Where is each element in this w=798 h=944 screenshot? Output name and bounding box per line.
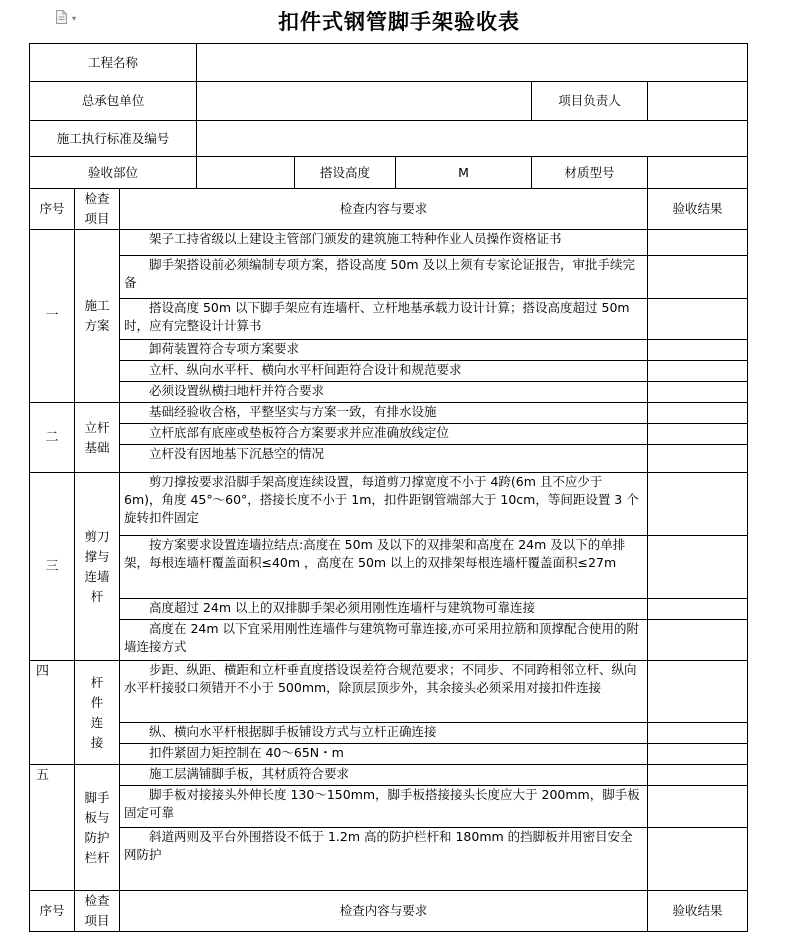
result-cell[interactable] <box>648 361 748 382</box>
section-index: 五 <box>30 765 75 891</box>
standard-label: 施工执行标准及编号 <box>30 121 197 157</box>
project-name-field[interactable] <box>197 44 748 82</box>
check-item <box>120 473 648 536</box>
check-item-text: 立杆没有因地基下沉悬空的情况 <box>149 446 325 461</box>
result-cell[interactable] <box>648 661 748 723</box>
check-item-text: 搭设高度 50m 以下脚手架应有连墙杆、立杆地基承载力设计计算；搭设高度超过 50m 时，应有完整设计计算书 <box>124 300 630 333</box>
col-content-header: 检查内容与要求 <box>120 891 648 932</box>
material-field[interactable] <box>648 157 748 189</box>
result-cell[interactable] <box>648 765 748 786</box>
check-item <box>120 340 648 361</box>
check-item-text: 高度超过 24m 以上的双排脚手架必须用刚性连墙杆与建筑物可靠连接 <box>149 600 536 615</box>
check-item <box>120 230 648 256</box>
check-item-text: 脚手架搭设前必须编制专项方案，搭设高度 50m 及以上须有专家论证报告，审批手续完备 <box>124 257 636 290</box>
result-cell[interactable] <box>648 256 748 299</box>
project-lead-field[interactable] <box>648 82 748 121</box>
height-label: 搭设高度 <box>295 157 396 189</box>
section-category-text: 立杆基础 <box>84 419 110 455</box>
acceptance-table <box>29 43 748 932</box>
check-item <box>120 299 648 340</box>
check-item-text: 按方案要求设置连墙拉结点:高度在 50m 及以下的双排架和高度在 24m 及以下的单排架，每根连墙杆覆盖面积≤40m ，高度在 50m 以上的双排架每根连墙杆覆盖面积≤27m <box>124 537 626 570</box>
check-item <box>120 403 648 424</box>
standard-field[interactable] <box>197 121 748 157</box>
check-item-text: 纵、横向水平杆根据脚手板铺设方式与立杆正确连接 <box>149 724 437 739</box>
result-cell[interactable] <box>648 786 748 828</box>
section-category-text: 施工方案 <box>84 298 110 333</box>
check-item <box>120 661 648 723</box>
section-category <box>75 403 120 473</box>
check-item <box>120 536 648 599</box>
result-cell[interactable] <box>648 620 748 661</box>
check-item-text: 斜道两则及平台外围搭设不低于 1.2m 高的防护栏杆和 180mm 的挡脚板并用密目安全网防护 <box>124 829 633 862</box>
check-item-text: 扣件紧固力矩控制在 40～65N・m <box>149 745 344 760</box>
check-item <box>120 256 648 299</box>
col-index-header: 序号 <box>30 189 75 230</box>
section-category-text: 脚手板与防护栏杆 <box>84 789 110 865</box>
check-item <box>120 620 648 661</box>
check-item <box>120 445 648 473</box>
col-check-item-header <box>75 189 120 230</box>
result-cell[interactable] <box>648 424 748 445</box>
col-check-item-text: 检查项目 <box>84 893 110 928</box>
acceptance-part-label: 验收部位 <box>30 157 197 189</box>
check-item-text: 脚手板对接接头外伸长度 130～150mm，脚手板搭接接头长度应大于 200mm，脚手板固定可靠 <box>124 787 640 820</box>
result-cell[interactable] <box>648 723 748 744</box>
col-result-header: 验收结果 <box>648 891 748 932</box>
result-cell[interactable] <box>648 445 748 473</box>
result-cell[interactable] <box>648 230 748 256</box>
section-index: 三 <box>30 473 75 661</box>
col-index-header: 序号 <box>30 891 75 932</box>
result-cell[interactable] <box>648 473 748 536</box>
col-check-item-header <box>75 891 120 932</box>
project-name-label: 工程名称 <box>30 44 197 82</box>
contractor-label: 总承包单位 <box>30 82 197 121</box>
result-cell[interactable] <box>648 828 748 891</box>
dropdown-caret-icon[interactable]: ▾ <box>72 14 77 23</box>
check-item <box>120 361 648 382</box>
acceptance-part-field[interactable] <box>197 157 295 189</box>
check-item <box>120 744 648 765</box>
result-cell[interactable] <box>648 536 748 599</box>
check-item-text: 立杆底部有底座或垫板符合方案要求并应准确放线定位 <box>149 425 450 440</box>
col-check-item-text: 检查项目 <box>84 191 110 226</box>
check-item <box>120 382 648 403</box>
project-lead-label: 项目负责人 <box>532 82 648 121</box>
section-category-text: 剪刀撑与连墙杆 <box>84 528 110 604</box>
check-item <box>120 599 648 620</box>
result-cell[interactable] <box>648 599 748 620</box>
col-content-header: 检查内容与要求 <box>120 189 648 230</box>
result-cell[interactable] <box>648 403 748 424</box>
result-cell[interactable] <box>648 744 748 765</box>
section-index: 一 <box>30 230 75 403</box>
check-item <box>120 765 648 786</box>
check-item <box>120 786 648 828</box>
page-title: 扣件式钢管脚手架验收表 <box>278 9 520 34</box>
check-item-text: 施工层满铺脚手板，其材质符合要求 <box>149 766 350 781</box>
section-index: 二 <box>30 403 75 473</box>
check-item-text: 剪刀撑按要求沿脚手架高度连续设置，每道剪刀撑宽度不小于 4跨(6m 且不应少于 6m)，角度 45°～60°，搭接长度不小于 1m，扣件距钢管端部大于 10cm，等间距设置 3 个旋转扣件固定 <box>124 474 639 525</box>
check-item-text: 卸荷装置符合专项方案要求 <box>149 341 300 356</box>
check-item-text: 必须设置纵横扫地杆并符合要求 <box>149 383 325 398</box>
material-label: 材质型号 <box>532 157 648 189</box>
section-index: 四 <box>30 661 75 765</box>
height-unit[interactable]: M <box>396 157 532 189</box>
check-item-text: 高度在 24m 以下宜采用刚性连墙件与建筑物可靠连接,亦可采用拉筋和顶撑配合使用的附墙连接方式 <box>124 621 640 654</box>
check-item-text: 基础经验收合格，平整坚实与方案一致，有排水设施 <box>149 404 437 419</box>
check-item <box>120 723 648 744</box>
check-item-text: 架子工持省级以上建设主管部门颁发的建筑施工特种作业人员操作资格证书 <box>149 231 562 246</box>
result-cell[interactable] <box>648 382 748 403</box>
col-result-header: 验收结果 <box>648 189 748 230</box>
section-category-text: 杆件连接 <box>90 674 104 750</box>
result-cell[interactable] <box>648 340 748 361</box>
check-item-text: 立杆、纵向水平杆、横向水平杆间距符合设计和规范要求 <box>149 362 462 377</box>
section-category <box>75 661 120 765</box>
check-item <box>120 828 648 891</box>
section-category <box>75 473 120 661</box>
result-cell[interactable] <box>648 299 748 340</box>
section-category <box>75 765 120 891</box>
check-item <box>120 424 648 445</box>
contractor-field[interactable] <box>197 82 532 121</box>
section-category <box>75 230 120 403</box>
check-item-text: 步距、纵距、横距和立杆垂直度搭设误差符合规范要求；不同步、不同跨相邻立杆、纵向水平杆接驳口须错开不小于 500mm，除顶层顶步外，其余接头必须采用对接扣件连接 <box>124 662 637 695</box>
